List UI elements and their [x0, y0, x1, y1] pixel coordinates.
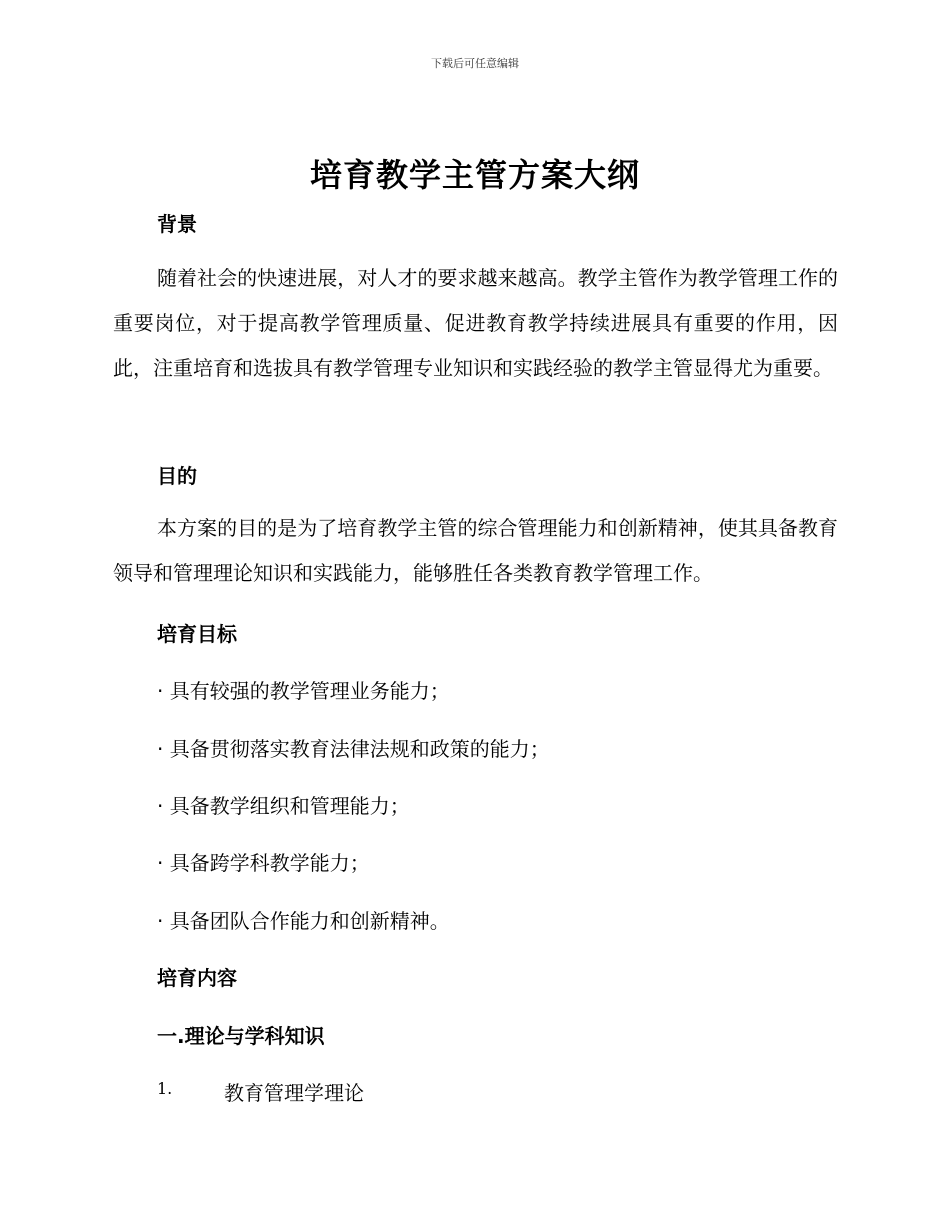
item-number: 1.	[157, 1079, 173, 1098]
section-heading-content: 培育内容	[157, 966, 237, 990]
header-note: 下载后可任意编辑	[431, 57, 519, 70]
document-title: 培育教学主管方案大纲	[309, 156, 640, 194]
purpose-paragraph: 本方案的目的是为了培育教学主管的综合管理能力和创新精神，使其具备教育领导和管理理论知识和实践能力，能够胜任各类教育教学管理工作。	[113, 516, 838, 585]
goal-item: · 具有较强的教学管理业务能力；	[157, 679, 450, 703]
section-heading-goals: 培育目标	[157, 622, 237, 646]
goal-item: · 具备教学组织和管理能力；	[157, 794, 410, 818]
goal-item: · 具备贯彻落实教育法律法规和政策的能力；	[157, 737, 550, 761]
subsection-heading-theory: 一.理论与学科知识	[157, 1024, 325, 1048]
goal-item: · 具备团队合作能力和创新精神。	[157, 909, 450, 933]
section-heading-background: 背景	[157, 212, 197, 236]
goal-item: · 具备跨学科教学能力；	[157, 851, 370, 875]
background-paragraph: 随着社会的快速进展，对人才的要求越来越高。教学主管作为教学管理工作的重要岗位，对于提高教学管理质量、促进教育教学持续进展具有重要的作用，因此，注重培育和选拔具有教学管理专业知识和实践经验的教学主管显得尤为重要。	[113, 266, 838, 380]
item-text: 教育管理学理论	[224, 1081, 364, 1105]
section-heading-purpose: 目的	[157, 464, 197, 488]
